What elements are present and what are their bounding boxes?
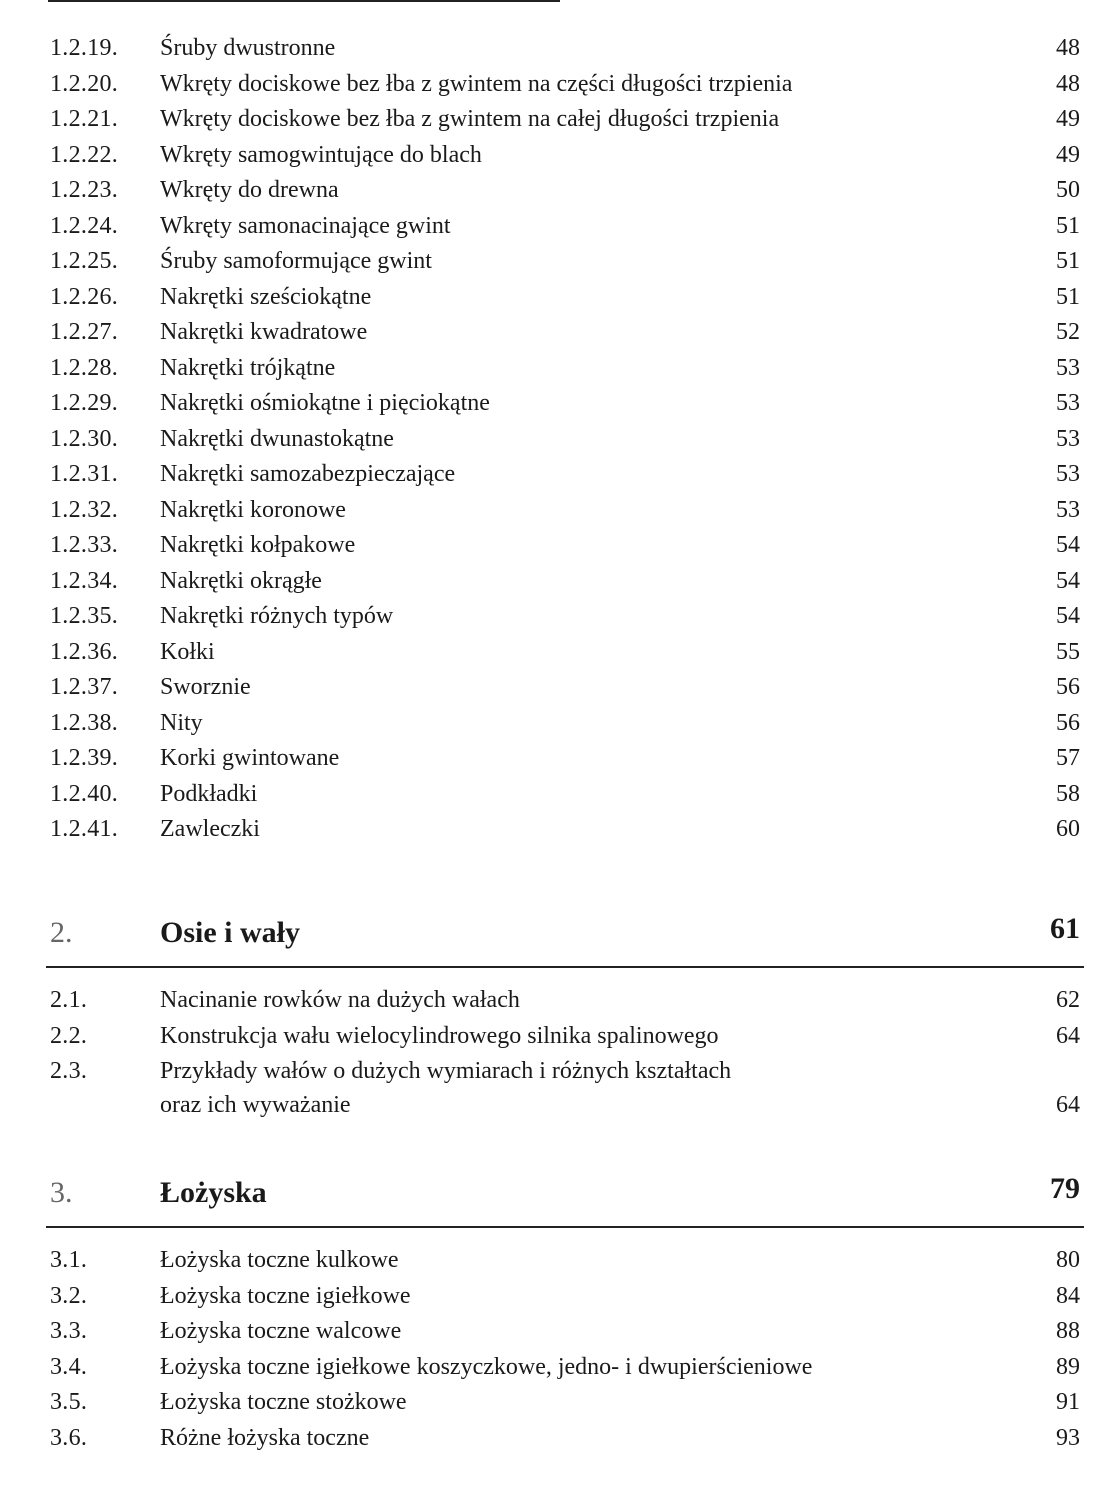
entry-page-number: 64 (1056, 1092, 1080, 1118)
entry-page-number: 56 (1056, 709, 1080, 736)
toc-entry[interactable] (0, 1350, 1112, 1386)
entry-number: 1.2.22. (50, 141, 119, 168)
toc-entry[interactable] (0, 777, 1112, 813)
chapter-rule (46, 966, 1084, 968)
toc-entry[interactable] (0, 670, 1112, 706)
entry-number: 1.2.34. (50, 567, 119, 594)
entry-title: Wkręty samonacinające gwint (160, 212, 451, 239)
toc-entry[interactable] (0, 351, 1112, 387)
toc-entry[interactable] (0, 706, 1112, 742)
entry-number: 1.2.19. (50, 35, 119, 61)
entry-number: 1.2.25. (50, 248, 119, 274)
entry-number: 3.2. (50, 1282, 88, 1309)
chapter-page-number: 61 (1050, 912, 1080, 945)
entry-title: Nacinanie rowków na dużych wałach (160, 987, 520, 1013)
entry-title: Nakrętki ośmiokątne i pięciokątne (160, 390, 490, 416)
toc-entry[interactable] (0, 209, 1112, 245)
toc-entry[interactable] (0, 422, 1112, 458)
entry-page-number: 56 (1056, 674, 1080, 700)
entry-page-number: 89 (1056, 1353, 1080, 1380)
entry-number: 1.2.40. (50, 780, 119, 807)
entry-title: Łożyska toczne kulkowe (160, 1247, 399, 1273)
toc-entry[interactable] (0, 386, 1112, 422)
entry-page-number: 88 (1056, 1318, 1080, 1344)
entry-page-number: 84 (1056, 1282, 1080, 1309)
toc-entry[interactable] (0, 1019, 1112, 1055)
entry-title: Śruby dwustronne (160, 35, 336, 61)
toc-section-list-1-2 (0, 31, 1112, 848)
entry-page-number: 51 (1056, 212, 1080, 239)
entry-number: 1.2.39. (50, 745, 119, 771)
toc-entry[interactable] (0, 67, 1112, 103)
entry-page-number: 53 (1056, 390, 1080, 416)
entry-title-line-1: Przykłady wałów o dużych wymiarach i różnych kształtach (160, 1058, 732, 1084)
entry-number: 1.2.33. (50, 532, 119, 558)
toc-entry[interactable] (0, 315, 1112, 351)
entry-title: Nity (160, 709, 203, 736)
entry-page-number: 53 (1056, 496, 1080, 523)
entry-title: Wkręty do drewna (160, 177, 339, 203)
chapter-3-heading (0, 1168, 1112, 1232)
entry-number: 1.2.38. (50, 709, 119, 736)
entry-title: Korki gwintowane (160, 745, 340, 771)
entry-number: 1.2.28. (50, 354, 119, 381)
entry-number: 3.3. (50, 1318, 88, 1344)
entry-number: 3.1. (50, 1247, 88, 1273)
entry-number: 1.2.26. (50, 283, 119, 310)
entry-number: 3.5. (50, 1389, 88, 1415)
entry-number: 1.2.27. (50, 319, 119, 345)
entry-number: 2.1. (50, 987, 88, 1013)
entry-title: Nakrętki okrągłe (160, 567, 322, 594)
entry-title: Nakrętki trójkątne (160, 354, 336, 381)
entry-page-number: 80 (1056, 1247, 1080, 1273)
toc-entry[interactable] (0, 564, 1112, 600)
entry-title: Nakrętki sześciokątne (160, 283, 372, 310)
entry-title: Kołki (160, 638, 215, 665)
entry-page-number: 57 (1056, 745, 1080, 771)
toc-entry[interactable] (0, 280, 1112, 316)
entry-title: Konstrukcja wału wielocylindrowego silnika spalinowego (160, 1022, 719, 1049)
entry-page-number: 51 (1056, 283, 1080, 310)
entry-title: Wkręty dociskowe bez łba z gwintem na całej długości trzpienia (160, 106, 780, 132)
entry-page-number: 93 (1056, 1424, 1080, 1451)
chapter-title: Łożyska (160, 1176, 267, 1209)
entry-number: 1.2.20. (50, 70, 119, 97)
entry-page-number: 48 (1056, 70, 1080, 97)
entry-title: Łożyska toczne walcowe (160, 1318, 402, 1344)
toc-entry[interactable] (0, 102, 1112, 138)
toc-entry[interactable] (0, 1314, 1112, 1350)
entry-title: Nakrętki kołpakowe (160, 532, 356, 558)
entry-page-number: 91 (1056, 1389, 1080, 1415)
entry-title: Różne łożyska toczne (160, 1424, 370, 1451)
entry-title: Śruby samoformujące gwint (160, 248, 432, 274)
toc-entry[interactable] (0, 1054, 1112, 1124)
entry-number: 2.2. (50, 1022, 88, 1049)
entry-number: 1.2.23. (50, 177, 119, 203)
entry-title: Nakrętki koronowe (160, 496, 346, 523)
top-rule (48, 0, 560, 2)
entry-title: Nakrętki samozabezpieczające (160, 461, 456, 487)
entry-number: 3.4. (50, 1353, 88, 1380)
toc-entry[interactable] (0, 1421, 1112, 1457)
chapter-number: 2. (50, 916, 73, 949)
toc-entry[interactable] (0, 1385, 1112, 1421)
toc-section-list-2 (0, 983, 1112, 1054)
entry-page-number: 53 (1056, 354, 1080, 381)
toc-entry[interactable] (0, 457, 1112, 493)
entry-title: Podkładki (160, 780, 258, 807)
toc-entry[interactable] (0, 741, 1112, 777)
entry-title: Nakrętki dwunastokątne (160, 425, 394, 452)
toc-entry[interactable] (0, 812, 1112, 848)
entry-page-number: 50 (1056, 177, 1080, 203)
entry-title-line-2: oraz ich wyważanie (160, 1092, 351, 1118)
entry-number: 1.2.29. (50, 390, 119, 416)
entry-page-number: 52 (1056, 319, 1080, 345)
entry-number: 1.2.37. (50, 674, 119, 700)
toc-section-list-3 (0, 1243, 1112, 1456)
entry-page-number: 62 (1056, 987, 1080, 1013)
entry-page-number: 60 (1056, 816, 1080, 842)
entry-number: 1.2.36. (50, 638, 119, 665)
chapter-number: 3. (50, 1176, 73, 1209)
entry-number: 1.2.32. (50, 496, 119, 523)
entry-number: 1.2.35. (50, 603, 119, 629)
entry-number: 1.2.41. (50, 816, 119, 842)
toc-section-list-2-3 (0, 1054, 1112, 1124)
chapter-page-number: 79 (1050, 1172, 1080, 1205)
entry-title: Łożyska toczne igiełkowe (160, 1282, 411, 1309)
entry-page-number: 49 (1056, 106, 1080, 132)
chapter-2-heading (0, 908, 1112, 972)
entry-number: 3.6. (50, 1424, 88, 1451)
toc-entry[interactable] (0, 31, 1112, 67)
entry-title: Wkręty dociskowe bez łba z gwintem na części długości trzpienia (160, 70, 793, 97)
toc-entry[interactable] (0, 138, 1112, 174)
entry-title: Sworznie (160, 674, 251, 700)
toc-entry[interactable] (0, 173, 1112, 209)
entry-page-number: 53 (1056, 461, 1080, 487)
toc-entry[interactable] (0, 983, 1112, 1019)
toc-entry[interactable] (0, 1279, 1112, 1315)
entry-page-number: 48 (1056, 35, 1080, 61)
entry-page-number: 54 (1056, 603, 1080, 629)
chapter-title: Osie i wały (160, 916, 300, 949)
entry-number: 1.2.30. (50, 425, 119, 452)
entry-page-number: 51 (1056, 248, 1080, 274)
toc-entry[interactable] (0, 528, 1112, 564)
entry-title: Nakrętki różnych typów (160, 603, 394, 629)
chapter-rule (46, 1226, 1084, 1228)
toc-entry[interactable] (0, 635, 1112, 671)
entry-page-number: 64 (1056, 1022, 1080, 1049)
entry-title: Łożyska toczne igiełkowe koszyczkowe, jedno- i dwupierścieniowe (160, 1353, 813, 1380)
entry-number: 1.2.21. (50, 106, 119, 132)
entry-page-number: 54 (1056, 567, 1080, 594)
entry-page-number: 55 (1056, 638, 1080, 665)
entry-number: 2.3. (50, 1058, 88, 1084)
entry-number: 1.2.31. (50, 461, 119, 487)
entry-title: Łożyska toczne stożkowe (160, 1389, 407, 1415)
entry-page-number: 58 (1056, 780, 1080, 807)
toc-entry[interactable] (0, 493, 1112, 529)
toc-entry[interactable] (0, 244, 1112, 280)
entry-page-number: 53 (1056, 425, 1080, 452)
toc-entry[interactable] (0, 599, 1112, 635)
entry-title: Zawleczki (160, 816, 260, 842)
toc-entry[interactable] (0, 1243, 1112, 1279)
entry-number: 1.2.24. (50, 212, 119, 239)
entry-title: Wkręty samogwintujące do blach (160, 141, 482, 168)
entry-page-number: 49 (1056, 141, 1080, 168)
entry-page-number: 54 (1056, 532, 1080, 558)
entry-title: Nakrętki kwadratowe (160, 319, 368, 345)
